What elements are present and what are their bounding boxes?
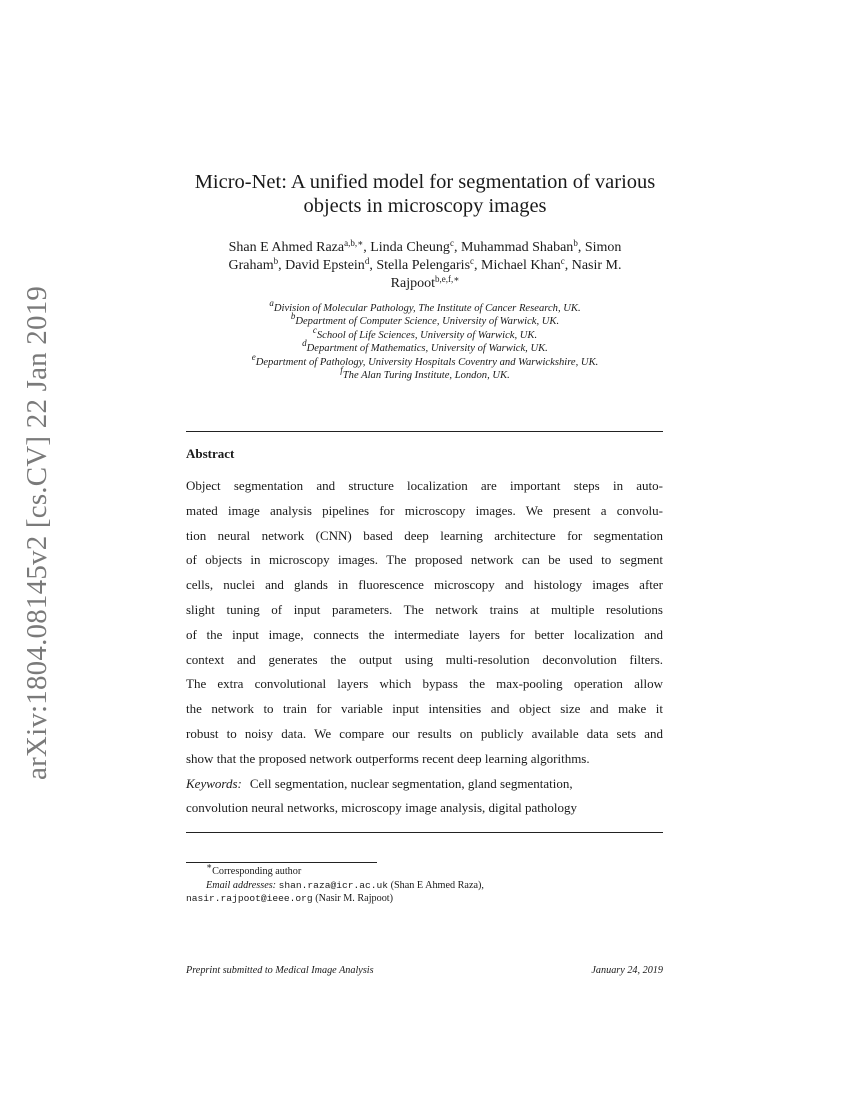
author-sup: b (573, 238, 578, 248)
email-link[interactable]: shan.raza@icr.ac.uk (278, 879, 389, 891)
abstract-line: of the input image, connects the intermediate layers for better localization and (186, 626, 663, 642)
author-sup: b (273, 256, 279, 266)
abstract-line: the network to train for variable input intensities and object size and make it (186, 701, 663, 717)
author-name: Muhammad Shaban (460, 240, 574, 255)
affiliation (180, 298, 670, 315)
title-line: Micro-Net: A unified model for segmentation of various (194, 171, 656, 193)
author-name: Simon (584, 240, 622, 255)
email-label: Email addresses: (206, 879, 277, 891)
email-link[interactable]: nasir.rajpoot@ieee.org (186, 893, 313, 904)
email-note (186, 879, 663, 893)
affiliation (180, 324, 670, 342)
title-line: objects in microscopy images (303, 195, 547, 217)
author-name: Michael Khan (481, 258, 561, 273)
abstract-heading: Abstract (186, 446, 235, 461)
abstract-line: cells, nuclei and glands in fluorescence microscopy and histology images after (186, 577, 663, 593)
email-owner: (Shan E Ahmed Raza), (390, 879, 484, 891)
abstract-body (186, 474, 663, 821)
arxiv-side-label: arXiv:1804.08145v2 [cs.CV] 22 Jan 2019 (21, 285, 53, 780)
affiliation-sup: f (340, 365, 343, 376)
submission-date: January 24, 2019 (591, 965, 663, 976)
email-note-cont (186, 892, 663, 906)
abstract-line: slight tuning of input parameters. The network trains at multiple resolutions (186, 601, 663, 617)
author-sup: a,b,∗ (344, 238, 364, 248)
affiliation (180, 365, 670, 382)
author-sup: d (364, 256, 370, 266)
abstract-line: The extra convolutional layers which bypass the max-pooling operation allow (186, 676, 663, 692)
footnote-mark: ∗ (206, 861, 213, 871)
author-line: Shan E Ahmed Raza$^{a,b,∗}$, Linda Cheung$^c$, Muhammad Shaban$^b$, Simon (228, 238, 622, 255)
affiliation-text: The Alan Turing Institute, London, UK. (342, 370, 510, 382)
author-name: Shan E Ahmed Raza (228, 240, 345, 255)
author-sup: c (560, 256, 565, 266)
keywords-line: convolution neural networks, microscopy image analysis, digital pathology (186, 800, 578, 816)
abstract-top-rule (186, 431, 663, 432)
affiliation-sup: e (251, 351, 256, 362)
email-owner: (Nasir M. Rajpoot) (315, 893, 394, 904)
affiliation-text: Department of Computer Science, University of Warwick, UK. (295, 316, 560, 328)
author-sup: c (449, 238, 454, 248)
abstract-line: Object segmentation and structure localization are important steps in auto- (186, 478, 663, 493)
abstract-line: show that the proposed network outperforms recent deep learning algorithms. (186, 750, 590, 766)
affiliation-sup: b (290, 311, 296, 322)
author-sup: b,e,f,∗ (434, 274, 460, 284)
author-name: David Epstein (285, 258, 365, 273)
affiliation-text: Division of Molecular Pathology, The Institute of Cancer Research, UK. (273, 303, 581, 314)
footnotes (186, 861, 663, 906)
affiliation-text: Department of Mathematics, University of Warwick, UK. (306, 343, 548, 355)
abstract-line: of objects in microscopy images. The proposed network can be used to segment (186, 552, 663, 568)
keywords-label: Keywords: (186, 775, 242, 791)
abstract-line: tion neural network (CNN) based deep learning architecture for segmentation (186, 527, 663, 543)
footnote-rule (186, 862, 377, 863)
affiliation-text: School of Life Sciences, University of Warwick, UK. (316, 329, 538, 341)
affiliation-sup: a (269, 298, 274, 308)
author-name: Stella Pelengaris (376, 258, 471, 273)
abstract-line: robust to noisy data. We compare our results on publicly available data sets and (186, 725, 663, 741)
author-name: Rajpoot (390, 276, 435, 291)
abstract-line: context and generates the output using multi-resolution deconvolution filters. (186, 651, 663, 667)
affiliation-sup: c (312, 324, 317, 335)
affiliation-sup: d (302, 338, 307, 349)
author-name: Nasir M. (571, 258, 622, 273)
author-sup: c (470, 256, 475, 266)
paper-title (180, 170, 670, 218)
keywords-line (186, 772, 663, 797)
affiliation (180, 351, 670, 369)
affiliation-text: Department of Pathology, University Hospitals Coventry and Warwickshire, UK. (255, 356, 599, 368)
affiliation-list (180, 298, 670, 382)
preprint-note: Preprint submitted to Medical Image Analysis (186, 965, 374, 976)
abstract-bottom-rule (186, 832, 663, 833)
affiliation (180, 311, 670, 328)
author-line: Graham$^b$, David Epstein$^d$, Stella Pelengaris$^c$, Michael Khan$^c$, Nasir M. (228, 256, 622, 273)
footnote-text: Corresponding author (212, 866, 302, 877)
author-list (200, 239, 650, 293)
author-line (200, 275, 650, 293)
abstract-line: mated image analysis pipelines for microscopy images. We present a convolu- (186, 502, 663, 518)
corresponding-author-note (186, 861, 663, 879)
author-name: Linda Cheung (370, 240, 450, 255)
author-name: Graham (228, 258, 274, 273)
keywords-text: Cell segmentation, nuclear segmentation, gland segmentation, (249, 775, 573, 791)
